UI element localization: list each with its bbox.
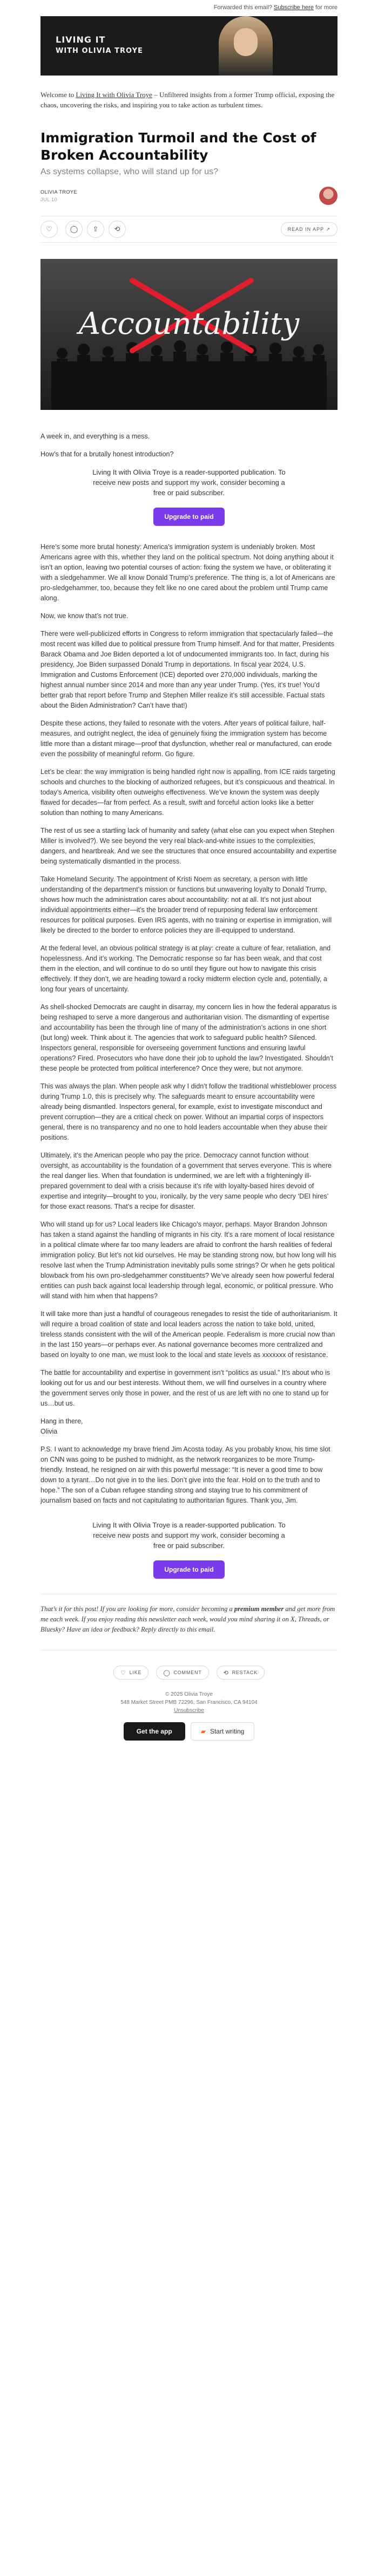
footer-like-button[interactable] [113, 1666, 148, 1680]
restack-button[interactable] [109, 221, 126, 238]
forwarded-text: Forwarded this email? [213, 4, 274, 11]
paragraph: P.S. I want to acknowledge my brave friend Jim Acosta today. As you probably know, his time slot on CNN was going to be pushed to midnight, as the network reorganizes to be more Trump-friendly. Instead, he resigned on air with this powerful message: “It is never a good time to bow down to a tyrant…Do not give in to the lies. Don’t give into the fear. Hold on to the truth and to hope.” The son of a Cuban refugee standing strong and staying true to his commitment of journalism based on facts and not capitulating to authoritarian figures. Thank you, Jim. [40, 1445, 330, 1504]
restack-label: RESTACK [232, 1670, 258, 1675]
post-title[interactable]: Immigration Turmoil and the Cost of Broken Accountability [40, 130, 316, 163]
share-button[interactable] [87, 221, 104, 238]
banner-line1: LIVING IT [56, 35, 106, 45]
email-container [40, 0, 338, 1741]
post-body-main [40, 542, 338, 1506]
post-date: JUL 10 [40, 197, 58, 202]
subscribe-box-bottom [92, 1520, 286, 1579]
hero-image[interactable] [40, 259, 338, 410]
restack-icon: ⟲ [223, 1669, 229, 1676]
subscribe-box [92, 467, 286, 526]
paragraph: How’s that for a brutally honest introduction? [40, 450, 174, 458]
comment-button[interactable] [65, 221, 83, 238]
post-body [40, 431, 338, 460]
paragraph: It will take more than just a handful of courageous renegades to resist the tide of authoritarianism. It will require a broad coalition of state and local leaders across the nation to take bold, united, tireless stands consistent with the will of the American people. Federalism is more crucial now than in the last 150 years—or perhaps ever. As national governance becomes more centralized and based on loyalty to one man, we must look to the local and state levels as xxxxxxx of resistance. [40, 1310, 338, 1359]
upgrade-button[interactable]: Upgrade to paid [153, 508, 224, 526]
closing-lead: That’s it for this post! If you are looking for more, consider becoming a [40, 1605, 234, 1613]
like-label: LIKE [129, 1670, 142, 1675]
footer [40, 1690, 338, 1715]
post-actions-bar [40, 216, 338, 243]
paragraph: At the federal level, an obvious political strategy is at play: create a culture of fear, retaliation, and hopelessness. And it’s working. The Democratic response so far has been weak, and that cost them in the election, and will continue to do so until they figure out how to navigate this crisis effectively. If they don’t, we are heading toward a rocky midterm election cycle and, potentially, a long four years of uncertainty. [40, 944, 331, 993]
comment-icon: ◯ [70, 225, 78, 233]
banner-title [56, 35, 143, 55]
paragraph: Now, we know that’s not true. [40, 612, 129, 620]
start-writing-button[interactable] [191, 1722, 255, 1741]
banner-portrait [219, 16, 273, 76]
forwarded-tail: for more [313, 4, 338, 11]
signoff-name: Olivia [40, 1428, 58, 1435]
paragraph: There were well-publicized efforts in Congress to reform immigration that spectacularly failed—the most recent was killed due to political pressure from Trump himself. And for that matter, Presidents Barack Obama and Joe Biden deported a lot of undocumented immigrants too. In fact, during his presidency, Joe Biden surpassed Donald Trump in deportations. In fiscal year 2024, U.S. Immigration and Customs Enforcement (ICE) deported over 270,000 individuals, marking the highest annual number since 2014 and more than any year under Trump. (Yes, it’s true! You’d better grab that report before Trump and Stephen Miller realize it’s still accessible. Factual stats about the Biden Administration? Can’t have that!) [40, 630, 334, 709]
crowd-silhouettes [51, 340, 327, 410]
banner-line2: WITH OLIVIA TROYE [56, 47, 143, 55]
premium-member-link[interactable]: premium member [234, 1605, 284, 1613]
author-avatar[interactable] [319, 187, 338, 205]
subscribe-text: Living It with Olivia Troye is a reader-supported publication. To receive new posts and support my work, consider becoming a free or paid subscriber. [92, 1521, 286, 1550]
intro-text: – Unfiltered insights from a former Trump official, exposing the chaos, uncovering the risks, and inspiring you to take action as turbulent times. [40, 91, 335, 109]
footer-actions [40, 1666, 338, 1680]
hero-word: Accountability [78, 306, 300, 341]
share-icon: ⇪ [92, 225, 99, 233]
address: 548 Market Street PMB 72296, San Francisco, CA 94104 [120, 1700, 258, 1705]
paragraph: This was always the plan. When people ask why I didn’t follow the traditional whistleblower process during Trump 1.0, this is precisely why. The safeguards meant to ensure accountability were already being dismantled. Inspectors general, for example, exist to investigate misconduct and prevent corruption—they are a critical check on power. Without an impartial corps of inspectors general, there is no transparency and no one to hold leaders accountable when they abuse their positions. [40, 1083, 337, 1141]
intro-prefix: Welcome to [40, 91, 76, 99]
like-button[interactable] [40, 221, 58, 238]
paragraph: A week in, and everything is a mess. [40, 433, 150, 440]
byline [40, 187, 338, 205]
bottom-buttons [40, 1722, 338, 1741]
restack-icon: ⟲ [114, 225, 120, 233]
substack-logo-icon: ▰ [200, 1728, 206, 1735]
forwarded-note [40, 0, 338, 16]
portrait-face [234, 28, 258, 56]
closing-rest: and get more from me each week. If you enjoy reading this newsletter each week, would you mind sharing it on X, Threads, or Bluesky? Have an idea or feedback? Reply directly to this email. [40, 1605, 335, 1633]
upgrade-button-bottom[interactable]: Upgrade to paid [153, 1560, 224, 1579]
paragraph: The rest of us see a startling lack of humanity and safety (what else can you expect when Stephen Miller is involved?). We see beyond the very real black-and-white issues to the complexities, dangers, and heartbreak. And we see the structures that once ensured accountability and expertise being systematically dismantled in the process. [40, 827, 337, 865]
footer-restack-button[interactable] [217, 1666, 265, 1680]
paragraph: The battle for accountability and expertise in government isn’t “politics as usual.” It’s about who is looking out for us and our best interests. Without them, we will find ourselves in a country where the government serves only those in power, and the rest of us are left with no one to stand up for us…but us. [40, 1369, 330, 1407]
intro-paragraph [40, 90, 338, 110]
signoff-line: Hang in there, [40, 1417, 83, 1425]
subscribe-text: Living It with Olivia Troye is a reader-supported publication. To receive new posts and support my work, consider becoming a free or paid subscriber. [92, 468, 286, 497]
comment-label: COMMENT [173, 1670, 202, 1675]
author-name[interactable]: OLIVIA TROYE [40, 189, 77, 195]
publication-banner[interactable] [40, 16, 338, 76]
post-subtitle: As systems collapse, who will stand up for us? [40, 167, 219, 176]
signoff [40, 1416, 338, 1437]
read-in-app-button[interactable]: READ IN APP ↗ [281, 222, 338, 236]
paragraph: Despite these actions, they failed to resonate with the voters. After years of political failure, half-measures, and outright neglect, the idea of genuinely fixing the immigration system has become little more than a distant mirage—proof that dysfunction, whether real or manufactured, can erode even the possibility of meaningful reform. Go figure. [40, 720, 332, 758]
paragraph: Ultimately, it’s the American people who pay the price. Democracy cannot function without oversight, as accountability is the foundation of a government that serves everyone. This is where the real danger lies. When that foundation is undermined, we are left with a frighteningly ill-prepared government to deal with a crisis because it’s rife with loyalty-based hires devoid of expertise and integrity—brought to you, ironically, by the very same people who decry ‘DEI hires’ for those exact reasons. That’s a recipe for disaster. [40, 1152, 332, 1210]
comment-icon: ◯ [163, 1669, 171, 1676]
publication-link[interactable]: Living It with Olivia Troye [76, 91, 152, 99]
heart-icon: ♡ [120, 1669, 126, 1676]
start-writing-label: Start writing [210, 1728, 245, 1735]
paragraph: Who will stand up for us? Local leaders like Chicago’s mayor, perhaps. Mayor Brandon Johnson has taken a stand against the handling of migrants in his city. It’s a rare moment of local resistance in a political climate where far too many leaders are afraid to confront the harsh realities of federal immigration policy. But let’s not kid ourselves. He may be standing strong now, but how long will his resolve last when the Trump Administration inevitably pulls some strings? Or when he gets political blowback from his own pro-sledgehammer constituents? We’ve already seen how powerful federal entities can push back against local leadership through legal, economic, or political pressure. Who will stand with him when that happens? [40, 1221, 336, 1300]
paragraph: Here’s some more brutal honesty: America’s immigration system is undeniably broken. Most Americans agree with this, whether they land on the political spectrum. Not doing anything about it isn’t an option, leaving two potential courses of action: fixing the system we have, or obliterating it with a sledgehammer. We all know Donald Trump’s preference. The thing is, a lot of Americans are pro-sledgehammer, too, because they felt like no one cared about the problem until Trump came along. [40, 543, 335, 602]
copyright: © 2025 Olivia Troye [165, 1691, 213, 1697]
heart-icon: ♡ [46, 225, 52, 233]
paragraph: As shell-shocked Democrats are caught in disarray, my concern lies in how the federal apparatus is being reshaped to serve a more dangerous and authoritarian vision. The dismantling of expertise and accountability has been the through line of many of the administration’s actions in one short (but long) week. Think about it. The agencies that work to safeguard public health? Silenced. Inspectors general, responsible for overseeing government functions and ensuring lawful operations? Fired. Prosecutors who have done their job to uphold the law? Investigated. Shouldn’t these people be protected from political interference? Once they were, but not anymore. [40, 1003, 337, 1072]
subscribe-link[interactable]: Subscribe here [273, 4, 314, 11]
get-app-button[interactable]: Get the app [124, 1722, 185, 1741]
unsubscribe-link[interactable]: Unsubscribe [174, 1708, 204, 1714]
footer-comment-button[interactable] [156, 1666, 208, 1680]
closing-note [40, 1604, 338, 1635]
paragraph: Let’s be clear: the way immigration is being handled right now is appalling, from ICE raids targeting schools and churches to the blocking of authorized refugees, but it’s conspicuous and theatrical. In today’s America, visibility often outweighs effectiveness. We’ve known the system was deeply flawed for decades—far from perfect. As a result, swift and forceful action looks like a better solution than nothing to many Americans. [40, 768, 335, 817]
paragraph: Take Homeland Security. The appointment of Kristi Noem as secretary, a person with little understanding of the department’s mission or functions but unwavering loyalty to Donald Trump, shows how much the administration cares about accountability: not at all. It’s not just about individual appointments either—it’s the broader trend of repurposing federal law enforcement resources for political purposes. Even IRS agents, with no training or expertise in immigration, will likely be directed to the border to enforce policies they are ill-equipped to understand. [40, 875, 332, 934]
